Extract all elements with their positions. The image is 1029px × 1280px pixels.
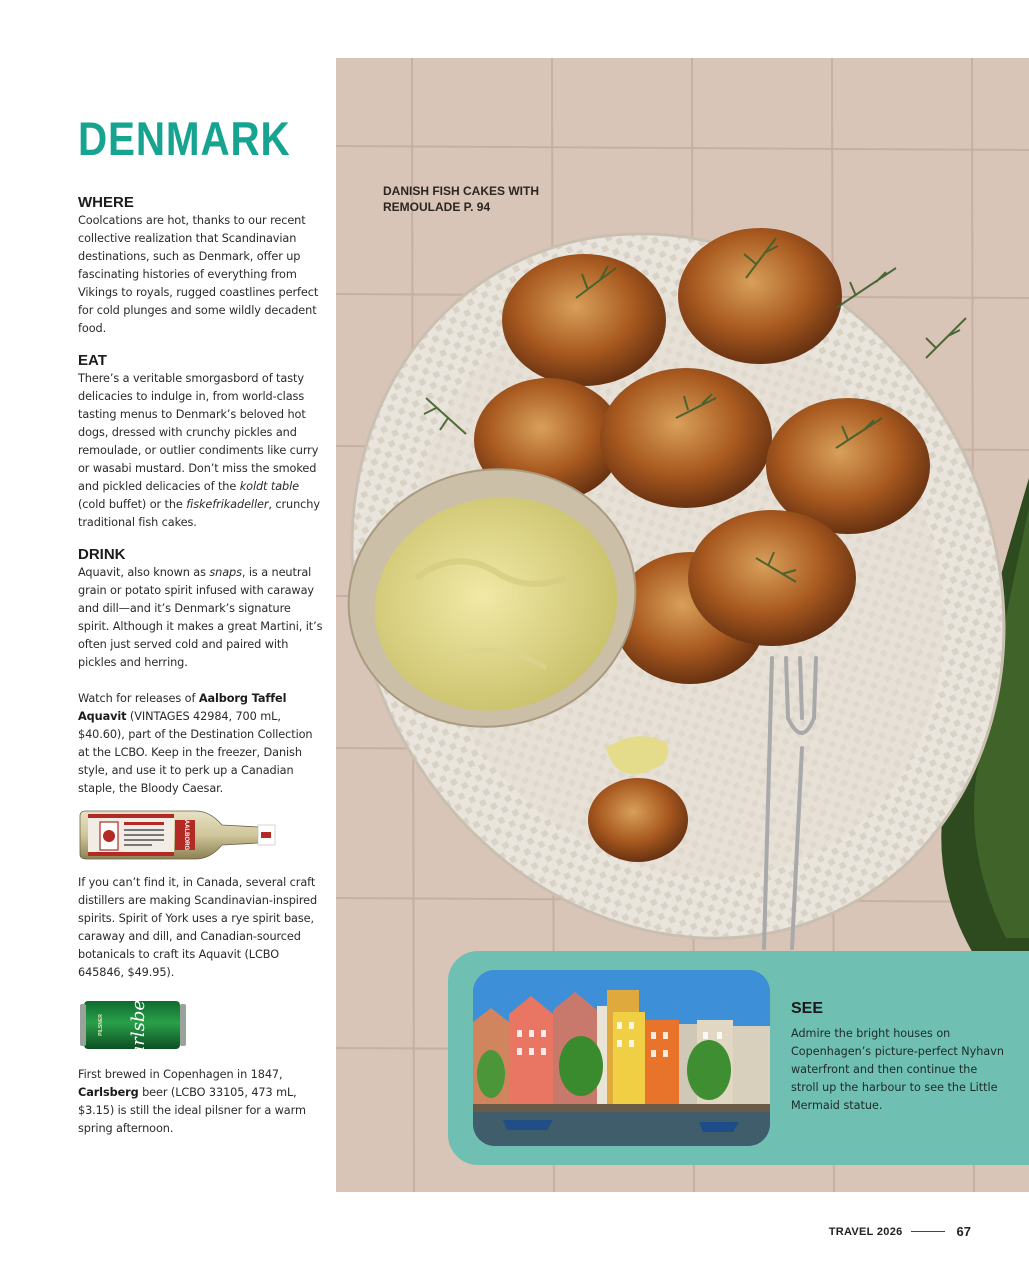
see-heading: SEE: [791, 1000, 824, 1017]
nyhavn-photo: [473, 970, 770, 1146]
see-text: Admire the bright houses on Copenhagen’s picture-perfect Nyhavn waterfront and then continue the stroll up the harbour to see the Little Mermaid statue.: [791, 1027, 1004, 1112]
photo-caption: DANISH FISH CAKES WITH REMOULADE P. 94: [383, 184, 539, 214]
see-box: [448, 951, 1029, 1165]
footer-rule: [911, 1231, 945, 1232]
eat-text: There’s a veritable smorgasbord of tasty delicacies to indulge in, from world-class tasting menus to Denmark’s beloved hot dogs, dressed with crunchy pickles and remoulade, or outlier condiments like curry or wasabi mustard. Don’t miss the smoked and pickled delicacies of the koldt table (cold buffet) or the fiskefrikadeller, crunchy traditional fish cakes.: [78, 372, 320, 529]
aquavit-bottle-image: [78, 808, 324, 862]
carlsberg-text: First brewed in Copenhagen in 1847, Carlsberg beer (LCBO 33105, 473 mL, $3.15) is still the ideal pilsner for a warm spring afternoon.: [78, 1068, 306, 1135]
see-text-block: [791, 999, 1006, 1115]
page-number: 67: [956, 1224, 971, 1239]
page-footer: [829, 1224, 971, 1239]
where-heading: WHERE: [78, 194, 134, 211]
can-sub-text: PILSNER: [98, 1014, 104, 1036]
eat-heading: EAT: [78, 352, 107, 369]
craft-distillers-text: If you can’t find it, in Canada, several craft distillers are making Scandinavian-inspired spirits. Spirit of York uses a rye spirit base, caraway and dill, and Canadian-sourced botanicals to craft its Aquavit (LCBO 645846, $49.95).: [78, 876, 318, 979]
drink-heading: DRINK: [78, 546, 126, 563]
aalborg-text: Watch for releases of Aalborg Taffel Aquavit (VINTAGES 42984, 700 mL, $40.60), part of the Destination Collection at the LCBO. Keep in the freezer, Danish style, and use it to perk up a Canadian staple, the Bloody Caesar.: [78, 692, 313, 795]
footer-section-label: TRAVEL 2026: [828, 1225, 903, 1238]
bottle-label-text: AALBORG: [183, 819, 189, 851]
drink-text: Aquavit, also known as snaps, is a neutral grain or potato spirit infused with caraway and dill—and it’s Denmark’s signature spirit. Although it makes a great Martini, it’s often just served cold and paired with pickles and herring.: [78, 566, 323, 669]
carlsberg-can-image: [78, 998, 324, 1052]
left-column: [78, 110, 324, 1138]
page-title: DENMARK: [78, 112, 291, 165]
where-text: Coolcations are hot, thanks to our recent collective realization that Scandinavian destinations, such as Denmark, offer up fascinating histories of everything from Vikings to royals, rugged coastlines perfect for cold plunges and some wildly decadent food.: [78, 214, 319, 335]
can-label-text: Carlsberg: [128, 998, 149, 1052]
